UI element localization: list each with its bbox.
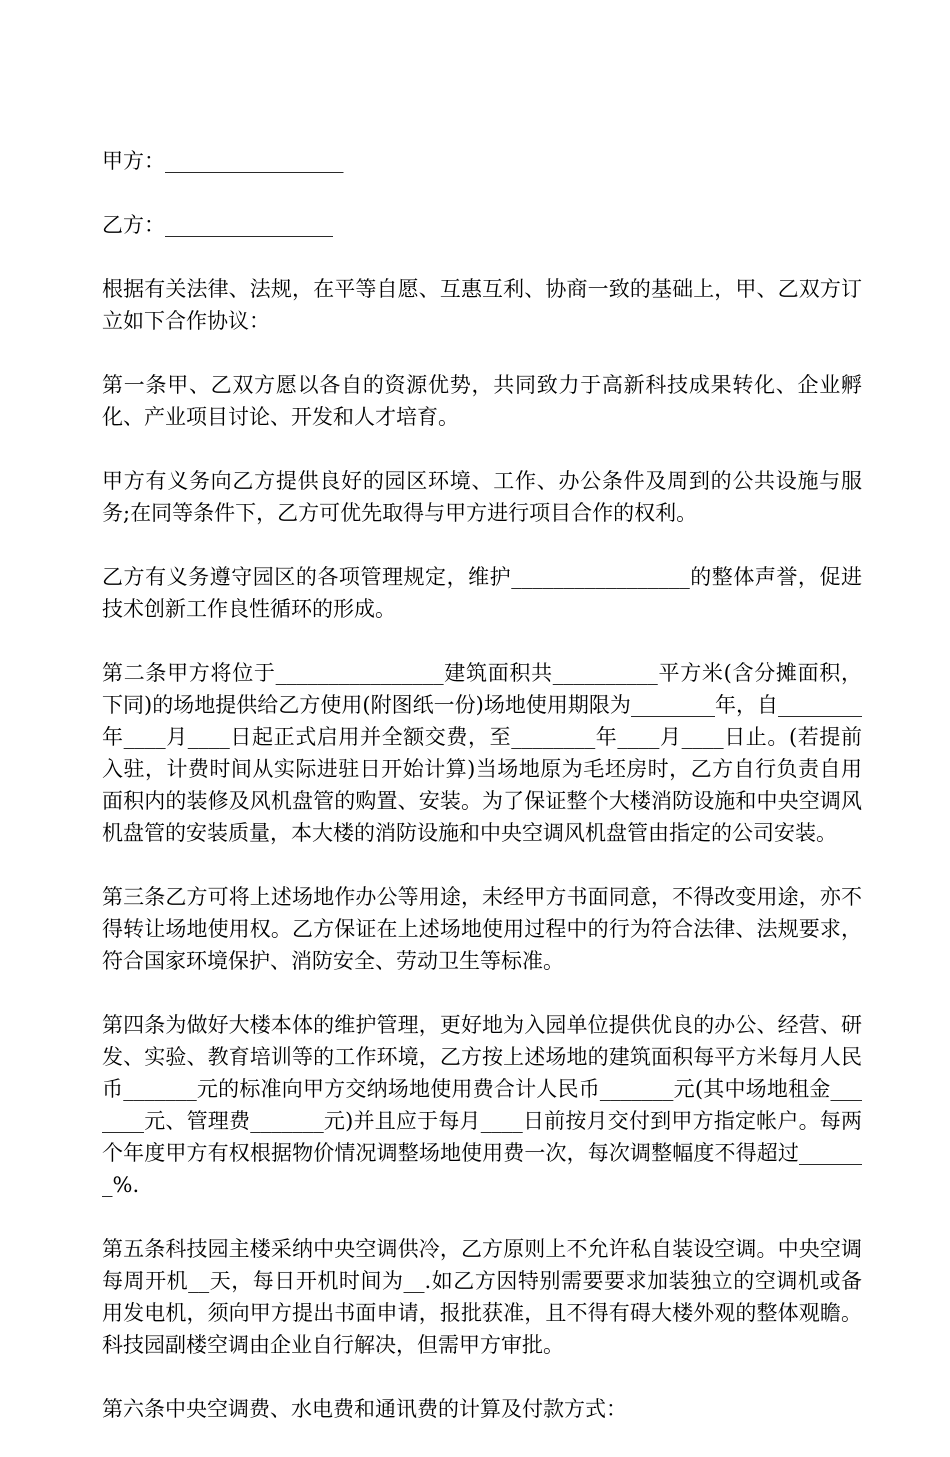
article-3-paragraph: 第三条乙方可将上述场地作办公等用途，未经甲方书面同意，不得改变用途，亦不得转让场地使用权。乙方保证在上述场地使用过程中的行为符合法律、法规要求，符合国家环境保护、消防安全、劳动卫生等标准。 [102, 885, 862, 973]
party-b-duty-paragraph: 乙方有义务遵守园区的各项管理规定，维护_________________的整体声誉，促进技术创新工作良性循环的形成。 [102, 565, 862, 621]
preamble-paragraph: 根据有关法律、法规，在平等自愿、互惠互利、协商一致的基础上，甲、乙双方订立如下合作协议： [102, 277, 862, 333]
article-6-paragraph: 第六条中央空调费、水电费和通讯费的计算及付款方式： [102, 1397, 627, 1421]
article-1-paragraph: 第一条甲、乙双方愿以各自的资源优势，共同致力于高新科技成果转化、企业孵化、产业项目讨论、开发和人才培育。 [102, 373, 862, 429]
party-b-line: 乙方：________________ [102, 213, 333, 237]
party-a-duty-paragraph: 甲方有义务向乙方提供良好的园区环境、工作、办公条件及周到的公共设施与服务;在同等条件下，乙方可优先取得与甲方进行项目合作的权利。 [102, 469, 862, 525]
article-4-paragraph: 第四条为做好大楼本体的维护管理，更好地为入园单位提供优良的办公、经营、研发、实验、教育培训等的工作环境，乙方按上述场地的建筑面积每平方米每月人民币_______元的标准向甲方交纳场地使用费合计人民币_______元(其中场地租金_______元、管理费_______元)并且应于每月____日前按月交付到甲方指定帐户。每两个年度甲方有权根据物价情况调整场地使用费一次，每次调整幅度不得超过_______%. [102, 1013, 862, 1197]
article-2-paragraph: 第二条甲方将位于________________建筑面积共__________平方米(含分摊面积，下同)的场地提供给乙方使用(附图纸一份)场地使用期限为________年，自________年____月____日起正式启用并全额交费，至________年____月____日止。(若提前入驻，计费时间从实际进驻日开始计算)当场地原为毛坯房时，乙方自行负责自用面积内的装修及风机盘管的购置、安装。为了保证整个大楼消防设施和中央空调风机盘管的安装质量，本大楼的消防设施和中央空调风机盘管由指定的公司安装。 [102, 661, 862, 845]
party-a-line: 甲方：_________________ [102, 149, 344, 173]
document-body [102, 145, 862, 1457]
article-5-paragraph: 第五条科技园主楼采纳中央空调供冷，乙方原则上不允许私自装设空调。中央空调每周开机__天，每日开机时间为__.如乙方因特别需要要求加装独立的空调机或备用发电机，须向甲方提出书面申请，报批获准，且不得有碍大楼外观的整体观瞻。科技园副楼空调由企业自行解决，但需甲方审批。 [102, 1237, 862, 1357]
